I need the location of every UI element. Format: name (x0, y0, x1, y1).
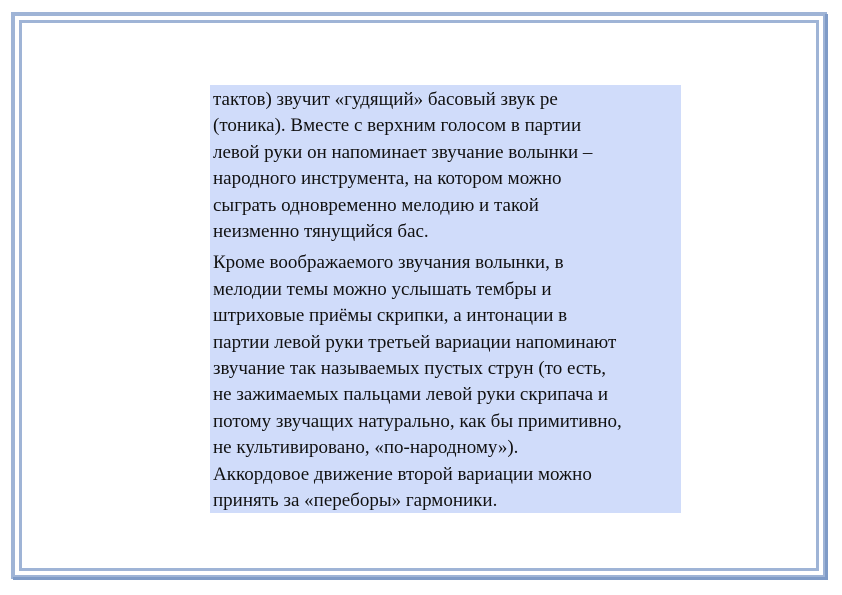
slide-frame-bottom-shadow (13, 577, 828, 580)
paragraph-violin-timbres: Кроме воображаемого звучания волынки, в мелодии темы можно услышать тембры и штриховые приёмы скрипки, а интонации в партии левой руки третьей вариации напоминают звучание так называемых пустых струн (то есть, не зажимаемых пальцами левой руки скрипача и потому звучащих натурально, как бы примитивно, не культивировано, «по-народному»). Аккордовое движение второй вариации можно принять за «переборы» гармоники. (213, 252, 622, 512)
paragraph-bagpipe: тактов) звучит «гудящий» басовый звук ре (тоника). Вместе с верхним голосом в партии левой руки он напоминает звучание волынки – народного инструмента, на котором можно сыграть одновременно мелодию и такой неизменно тянущийся бас. (213, 89, 593, 243)
slide-frame-right-shadow (825, 14, 828, 579)
slide-text-box (210, 85, 681, 513)
